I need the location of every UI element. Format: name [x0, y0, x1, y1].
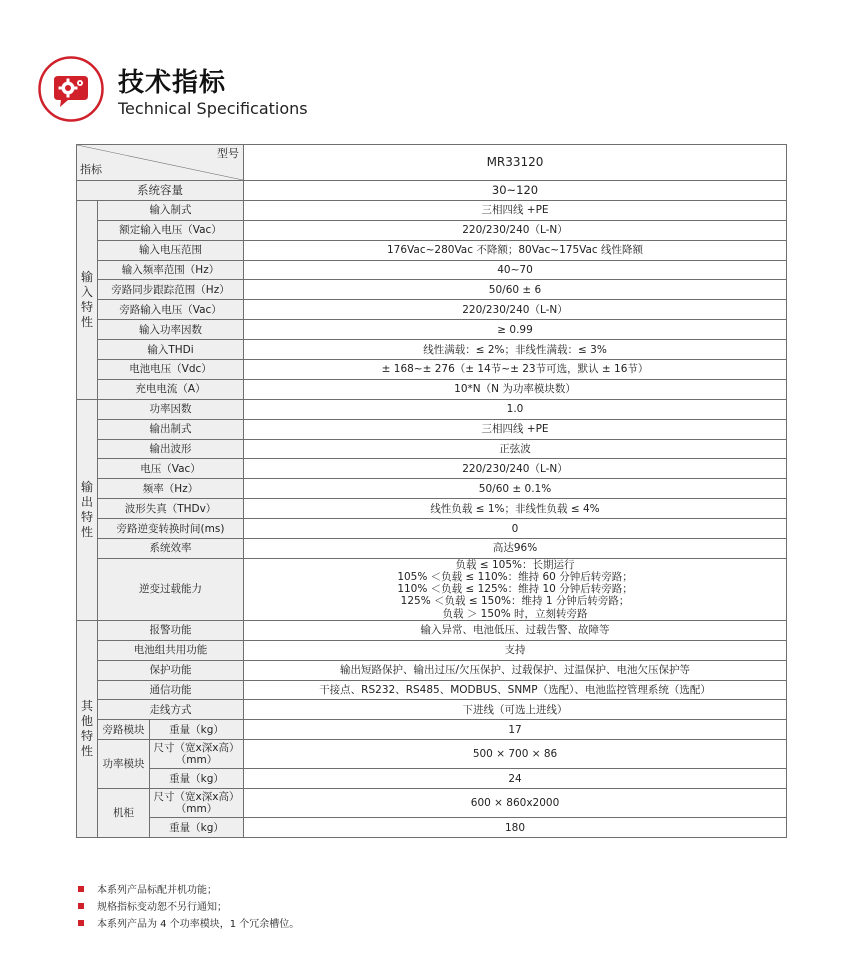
param-label: 电池组共用功能: [98, 640, 244, 660]
note-item: 规格指标变动恕不另行通知；: [78, 897, 299, 914]
overload-line: 负载 ＞ 150% 时，立刻转旁路: [442, 607, 588, 620]
note-item: 本系列产品标配并机功能；: [78, 880, 299, 897]
header-diagonal-cell: [77, 145, 244, 181]
param-value: 17: [244, 720, 787, 740]
model-label: 型号: [217, 147, 240, 160]
param-label: 输入功率因数: [98, 320, 244, 340]
param-value: 40~70: [244, 260, 787, 280]
param-value: 输入异常、电池低压、过载告警、故障等: [244, 620, 787, 640]
table-row: [77, 479, 787, 499]
table-row: [77, 200, 787, 220]
param-label: 额定输入电压（Vac）: [98, 220, 244, 240]
table-row: [77, 499, 787, 519]
index-label: 指标: [80, 163, 102, 177]
param-value: ≥ 0.99: [244, 320, 787, 340]
param-value: 线性满载：≤ 2%；非线性满载：≤ 3%: [244, 340, 787, 360]
param-label: 重量（kg）: [150, 720, 244, 740]
bullet-square-icon: [78, 886, 84, 892]
overload-line: 125% ＜负载 ≤ 150%：维持 1 分钟后转旁路；: [400, 595, 630, 608]
param-label: 输入电压范围: [98, 240, 244, 260]
overload-line: 105% ＜负载 ≤ 110%：维持 60 分钟后转旁路；: [397, 571, 633, 584]
param-label: 走线方式: [98, 700, 244, 720]
table-row: [77, 399, 787, 419]
table-row: [77, 539, 787, 559]
param-label: 旁路逆变转换时间(ms): [98, 519, 244, 539]
table-row: [77, 300, 787, 320]
page-subtitle: Technical Specifications: [118, 99, 308, 118]
table-row: [77, 459, 787, 479]
param-value: 三相四线 +PE: [244, 200, 787, 220]
table-row: [77, 360, 787, 380]
param-label: 系统效率: [98, 539, 244, 559]
table-row: [77, 260, 787, 280]
param-label: 输出制式: [98, 419, 244, 439]
param-value: 1.0: [244, 399, 787, 419]
param-label: 旁路输入电压（Vac）: [98, 300, 244, 320]
param-value: 三相四线 +PE: [244, 419, 787, 439]
table-row: [77, 720, 787, 740]
param-label: 频率（Hz）: [98, 479, 244, 499]
group-output: 输出特性: [77, 399, 98, 620]
cabinet-label: 机柜: [98, 789, 150, 838]
param-label: 逆变过载能力: [98, 558, 244, 620]
param-value: 50/60 ± 0.1%: [244, 479, 787, 499]
param-label: 输入频率范围（Hz）: [98, 260, 244, 280]
table-row: [77, 740, 787, 769]
model-value: MR33120: [244, 145, 787, 181]
table-row: [77, 700, 787, 720]
table-row: [77, 818, 787, 838]
power-module-label: 功率模块: [98, 740, 150, 789]
param-value: 600 × 860x2000: [244, 789, 787, 818]
param-label: 通信功能: [98, 680, 244, 700]
table-row: [77, 379, 787, 399]
table-row: [77, 340, 787, 360]
param-label: 充电电流（A）: [98, 379, 244, 399]
note-item: 本系列产品为 4 个功率模块，1 个冗余槽位。: [78, 914, 299, 931]
param-label: 尺寸（宽x深x高） （mm）: [150, 740, 244, 769]
param-value: 高达96%: [244, 539, 787, 559]
spec-table: [76, 144, 787, 838]
bypass-module-label: 旁路模块: [98, 720, 150, 740]
param-value: 支持: [244, 640, 787, 660]
page-header: [38, 56, 638, 126]
param-label: 重量（kg）: [150, 769, 244, 789]
table-row: [77, 660, 787, 680]
table-row: [77, 220, 787, 240]
table-row: [77, 620, 787, 640]
table-row: [77, 519, 787, 539]
param-label: 功率因数: [98, 399, 244, 419]
param-label: 输出波形: [98, 439, 244, 459]
bullet-square-icon: [78, 903, 84, 909]
param-label: 尺寸（宽x深x高） （mm）: [150, 789, 244, 818]
param-value: 220/230/240（L-N）: [244, 459, 787, 479]
group-input: 输入特性: [77, 200, 98, 399]
param-label: 电压（Vac）: [98, 459, 244, 479]
table-row: [77, 680, 787, 700]
overload-value: [244, 558, 787, 620]
param-label: 旁路同步跟踪范围（Hz）: [98, 280, 244, 300]
table-row: [77, 240, 787, 260]
group-other: 其他特性: [77, 620, 98, 837]
param-value: 50/60 ± 6: [244, 280, 787, 300]
notes-list: [78, 880, 299, 931]
param-label: 重量（kg）: [150, 818, 244, 838]
param-value: 220/230/240（L-N）: [244, 300, 787, 320]
param-value: 下进线（可选上进线）: [244, 700, 787, 720]
overload-line: 110% ＜负载 ≤ 125%：维持 10 分钟后转旁路；: [397, 583, 633, 596]
param-value: 30~120: [244, 181, 787, 201]
overload-line: 负载 ≤ 105%：长期运行: [455, 559, 575, 572]
param-label: 输入THDi: [98, 340, 244, 360]
table-row: [77, 640, 787, 660]
table-row: [77, 320, 787, 340]
param-label: 报警功能: [98, 620, 244, 640]
param-label: 系统容量: [77, 181, 244, 201]
param-value: 干接点、RS232、RS485、MODBUS、SNMP（选配）、电池监控管理系统（选配）: [244, 680, 787, 700]
param-value: 10*N（N 为功率模块数）: [244, 379, 787, 399]
table-row: [77, 439, 787, 459]
param-value: 180: [244, 818, 787, 838]
param-value: 500 × 700 × 86: [244, 740, 787, 769]
param-value: ± 168~± 276（± 14节~± 23节可选，默认 ± 16节）: [244, 360, 787, 380]
param-value: 输出短路保护、输出过压/欠压保护、过载保护、过温保护、电池欠压保护等: [244, 660, 787, 680]
table-row: [77, 280, 787, 300]
param-label: 电池电压（Vdc）: [98, 360, 244, 380]
param-value: 220/230/240（L-N）: [244, 220, 787, 240]
table-row: [77, 181, 787, 201]
param-value: 24: [244, 769, 787, 789]
table-row: [77, 558, 787, 620]
param-label: 保护功能: [98, 660, 244, 680]
table-header-row: [77, 145, 787, 181]
param-label: 波形失真（THDv）: [98, 499, 244, 519]
table-row: [77, 789, 787, 818]
table-row: [77, 419, 787, 439]
param-label: 输入制式: [98, 200, 244, 220]
param-value: 176Vac~280Vac 不降额；80Vac~175Vac 线性降额: [244, 240, 787, 260]
param-value: 0: [244, 519, 787, 539]
gear-speech-icon: [38, 56, 104, 122]
table-row: [77, 769, 787, 789]
bullet-square-icon: [78, 920, 84, 926]
page-title: 技术指标: [118, 68, 227, 98]
param-value: 线性负载 ≤ 1%；非线性负载 ≤ 4%: [244, 499, 787, 519]
param-value: 正弦波: [244, 439, 787, 459]
